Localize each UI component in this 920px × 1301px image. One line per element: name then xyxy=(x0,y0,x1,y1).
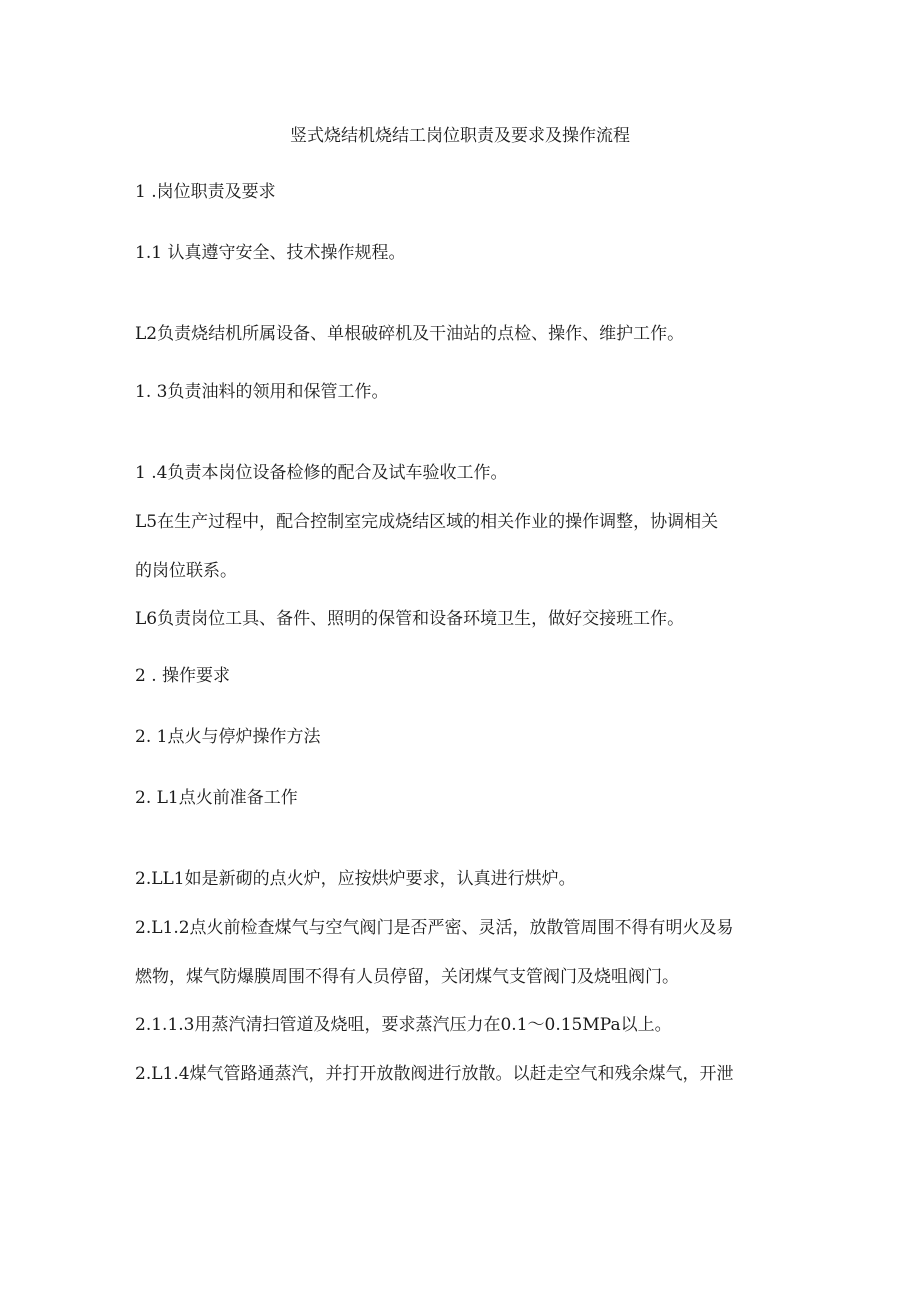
item-2-1-1-2: 2.L1.2点火前检查煤气与空气阀门是否严密、灵活，放散管周围不得有明火及易 xyxy=(135,918,734,938)
section-2-heading: 2 . 操作要求 xyxy=(135,666,231,686)
item-2-1-1-3: 2.1.1.3用蒸汽清扫管道及烧咀，要求蒸汽压力在0.1～0.15MPa以上。 xyxy=(135,1015,672,1035)
item-2-1-1: 2. L1点火前准备工作 xyxy=(135,788,298,808)
item-1-5: L5在生产过程中，配合控制室完成烧结区域的相关作业的操作调整，协调相关 xyxy=(135,512,719,532)
item-1-2: L2负责烧结机所属设备、单根破碎机及干油站的点检、操作、维护工作。 xyxy=(135,324,685,344)
item-1-4: 1 .4负责本岗位设备检修的配合及试车验收工作。 xyxy=(135,463,508,483)
item-1-5-continued: 的岗位联系。 xyxy=(135,561,237,581)
item-2-1-1-2-continued: 燃物，煤气防爆膜周围不得有人员停留，关闭煤气支管阀门及烧咀阀门。 xyxy=(135,967,679,987)
item-2-1-1-4: 2.L1.4煤气管路通蒸汽，并打开放散阀进行放散。以赶走空气和残余煤气，开泄 xyxy=(135,1064,734,1084)
item-1-1: 1.1 认真遵守安全、技术操作规程。 xyxy=(135,243,406,263)
item-1-6: L6负责岗位工具、备件、照明的保管和设备环境卫生，做好交接班工作。 xyxy=(135,609,685,629)
item-1-3: 1. 3负责油料的领用和保管工作。 xyxy=(135,382,389,402)
document-title: 竖式烧结机烧结工岗位职责及要求及操作流程 xyxy=(290,126,630,146)
item-2-1: 2. 1点火与停炉操作方法 xyxy=(135,727,321,747)
section-1-heading: 1 .岗位职责及要求 xyxy=(135,182,276,202)
item-2-1-1-1: 2.LL1如是新砌的点火炉，应按烘炉要求，认真进行烘炉。 xyxy=(135,869,576,889)
